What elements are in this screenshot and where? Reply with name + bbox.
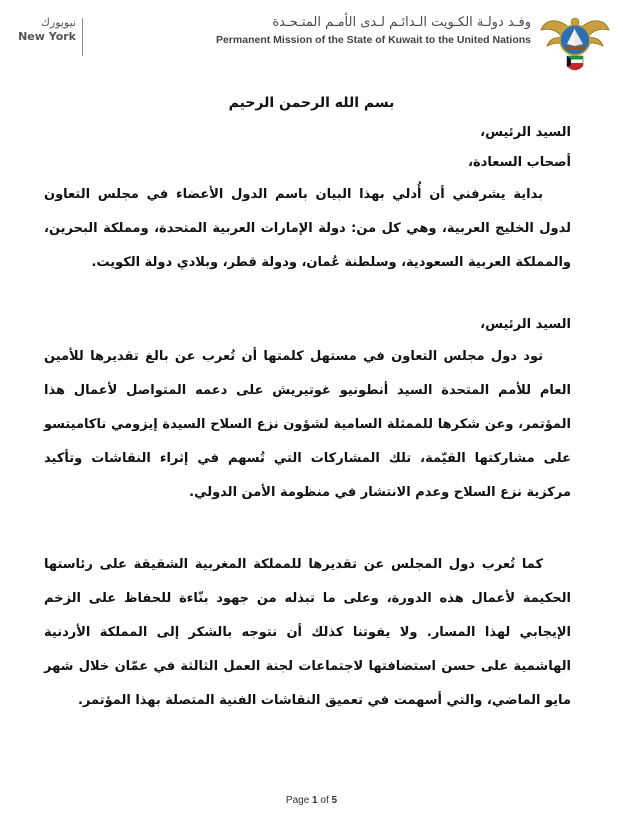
mission-name-english: Permanent Mission of the State of Kuwait to the United Nations: [215, 34, 531, 46]
office-city-english: New York: [18, 30, 76, 43]
paragraph-spacer: [44, 510, 571, 548]
salutation-excellencies: أصحاب السعادة،: [468, 155, 571, 170]
header-divider: [82, 18, 83, 56]
salutation-president: السيد الرئيس،: [480, 125, 571, 140]
page-total: 5: [331, 795, 338, 806]
statement-body: [44, 118, 571, 718]
office-location: [14, 16, 76, 44]
paragraph-thanks-secretary-general: تود دول مجلس التعاون في مستهل كلمتها أن تُعرب عن بالغ تقديرها للأمين العام للأمم المتحدة السيد أنطونيو غوتيريش على دعمه المتواصل لأعمال هذا المؤتمر، وعن شكرها للممثلة السامية لشؤون نزع السلاح السيدة إيزومي ناكاميتسو على مشاركتها القيّمة، تلك المشاركات التي تُسهم في إثراء النقاشات وتأكيد مركزية نزع السلاح وعدم الانتشار في منظومة الأمن الدولي.: [44, 349, 571, 500]
mission-name: [216, 14, 531, 47]
paragraph-spacer: [44, 280, 571, 310]
basmala: بسم الله الرحمن الرحيم: [228, 95, 395, 111]
mission-name-arabic: وفـد دولـة الكـويت الـدائـم لـدى الأمـم المتـحـدة: [272, 15, 531, 30]
page-current: 1: [312, 795, 318, 806]
paragraph-thanks-morocco-jordan: كما تُعرب دول المجلس عن تقديرها للمملكة المغربية الشقيقة على رئاستها الحكيمة لأعمال هذه الدورة، وعلى ما تبذله من جهود بنّاءة للحفاظ على الزخم الإيجابي لهذا المسار. ولا يفوتنا كذلك أن نتوجه بالشكر إلى المملكة الأردنية الهاشمية على حسن استضافتها لاجتماعات لجنة العمل الثالثة في عمّان خلال شهر مايو الماضي، والتي أسهمت في تعميق النقاشات الفنية المتصلة بهذا المؤتمر.: [44, 557, 571, 708]
paragraph-opening: بداية يشرفني أن أُدلي بهذا البيان باسم الدول الأعضاء في مجلس التعاون لدول الخليج العربية، وهي كل من: دولة الإمارات العربية المتحدة، ومملكة البحرين، والمملكة العربية السعودية، وسلطنة عُمان، ودولة قطر، وبلادي دولة الكويت.: [44, 187, 571, 270]
kuwait-emblem-icon: [537, 4, 613, 80]
office-city-arabic: نيويورك: [40, 16, 76, 29]
page-number: [0, 795, 623, 806]
page-word: Page: [285, 795, 310, 806]
salutation-president-second: السيد الرئيس،: [480, 317, 571, 332]
page-of: of: [320, 795, 329, 806]
